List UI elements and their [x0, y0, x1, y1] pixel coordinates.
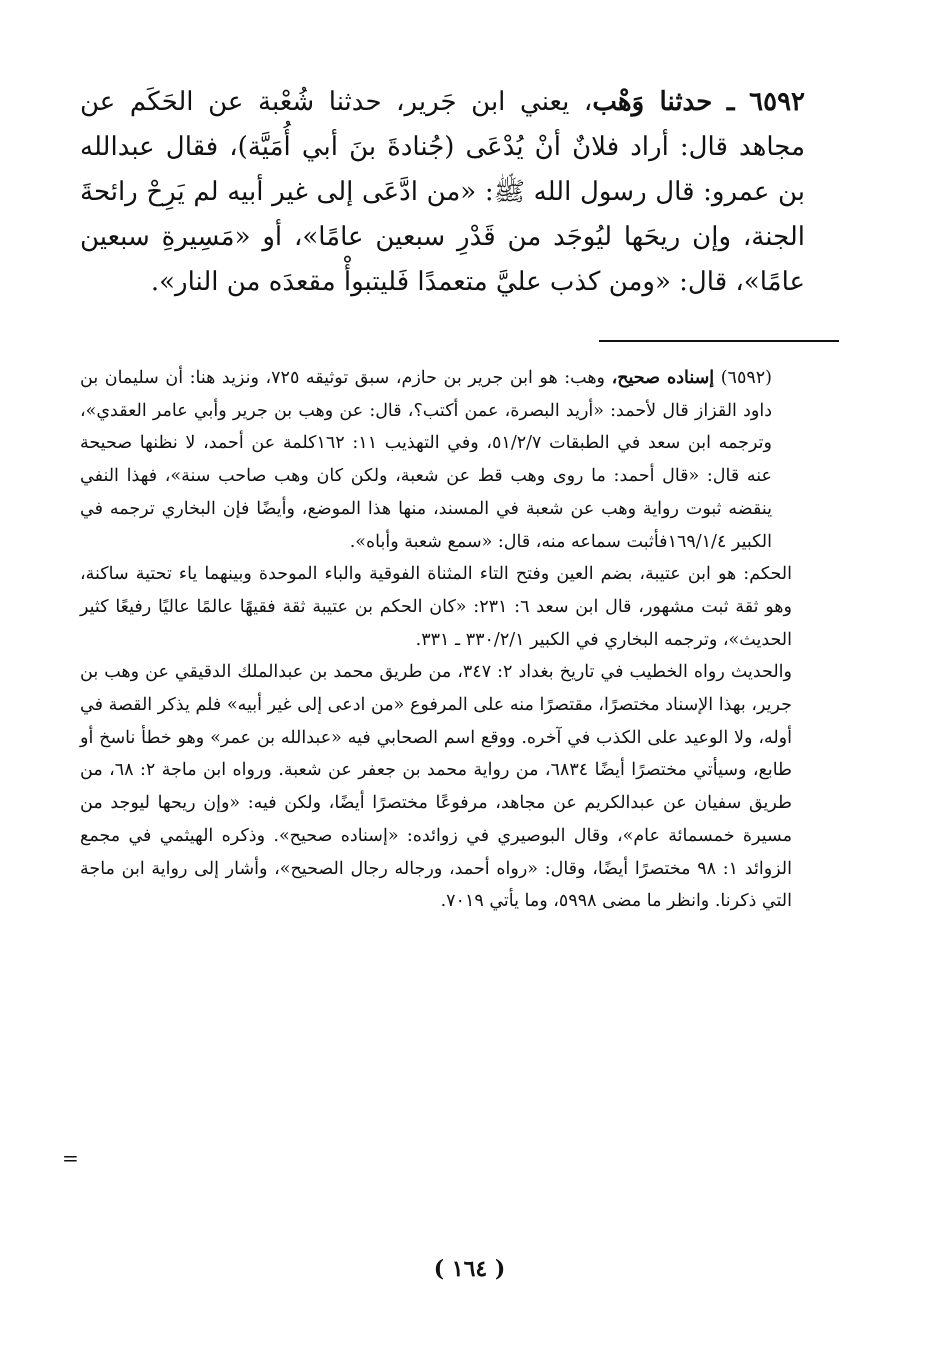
- footnote-text: وهب: هو ابن جرير بن حازم، سبق توثيقه ٧٢٥، ونزيد هنا: أن سليمان بن داود القزاز قال لأحمد: «أريد البصرة، عمن أكتب؟، قال: عن وهب بن جرير وأبي عامر العقدي»، وترجمه ابن سعد في الطبقات ٥١/٢/٧، وفي التهذيب ١١: ١٦٢كلمة عن أحمد، لا نظنها صحيحة عنه قال: «قال أحمد: ما روى وهب قط عن شعبة، ولكن كان وهب صاحب سنة»، فهذا النفي ينقضه ثبوت رواية وهب عن شعبة في المسند، منها هذا الموضع، وأيضًا فإن البخاري ترجمه في الكبير ١٦٩/١/٤فأثبت سماعه منه، قال: «سمع شعبة وأباه».: [80, 368, 772, 552]
- footnote-paragraph: الحكم: هو ابن عتيبة، بضم العين وفتح التاء المثناة الفوقية والباء الموحدة وبينهما ياء تحتية ساكنة، وهو ثقة ثبت مشهور، قال ابن سعد ٦: ٢٣١: «كان الحكم بن عتيبة ثقة فقيهًا عالمًا عاليًا رفيعًا كثير الحديث»، وترجمه البخاري في الكبير ٣٣٠/٢/١ ـ ٣٣١.: [80, 564, 792, 650]
- footnote-number: (٦٥٩٢): [720, 368, 772, 388]
- continuation-mark: =: [62, 1146, 79, 1170]
- page-number: ( ١٦٤ ): [433, 1256, 506, 1282]
- footnote-paragraph: [80, 362, 792, 558]
- hadith-dash: ـ: [726, 87, 735, 117]
- footnote-block: [80, 362, 792, 918]
- footnote-divider: [599, 340, 839, 342]
- hadith-body: ، يعني ابن جَرير، حدثنا شُعْبة عن الحَكَم عن مجاهد قال: أراد فلانٌ أنْ يُدْعَى (جُنادةَ بنَ أبي أُمَيَّة)، فقال عبدالله بن عمرو: قال رسول الله ﷺ: «من ادَّعَى إلى غير أبيه لم يَرِحْ رائحةَ الجنة، وإن ريحَها ليُوجَد من قَدْرِ سبعين عامًا»، أو «مَسِيرةِ سبعين عامًا»، قال: «ومن كذب عليَّ متعمدًا فَليتبوأْ مقعدَه من النار».: [80, 87, 805, 297]
- hadith-opening: حدثنا وَهْب: [592, 87, 713, 117]
- footnote-grade: إسناده صحيح،: [611, 368, 715, 388]
- hadith-text-block: [80, 80, 805, 305]
- hadith-number: ٦٥٩٢: [749, 87, 806, 117]
- footnote-paragraph: والحديث رواه الخطيب في تاريخ بغداد ٢: ٣٤٧، من طريق محمد بن عبدالملك الدقيقي عن وهب بن جرير، بهذا الإسناد مختصرًا، مقتصرًا منه على المرفوع «من ادعى إلى غير أبيه» فلم يذكر القصة في أوله، ولا الوعيد على الكذب في آخره. ووقع اسم الصحابي فيه «عبدالله بن عمر» وهو خطأ ناسخ أو طابع، وسيأتي مختصرًا أيضًا ٦٨٣٤، من رواية محمد بن جعفر عن شعبة. ورواه ابن ماجة ٢: ٦٨، من طريق سفيان عن عبدالكريم عن مجاهد، مرفوعًا مختصرًا أيضًا، ولكن فيه: «وإن ريحها ليوجد من مسيرة خمسمائة عام»، وقال البوصيري في زوائده: «إسناده صحيح». وذكره الهيثمي في مجمع الزوائد ١: ٩٨ مختصرًا أيضًا، وقال: «رواه أحمد، ورجاله رجال الصحيح»، وأشار إلى رواية ابن ماجة التي ذكرنا. وانظر ما مضى ٥٩٩٨، وما يأتي ٧٠١٩.: [80, 662, 792, 912]
